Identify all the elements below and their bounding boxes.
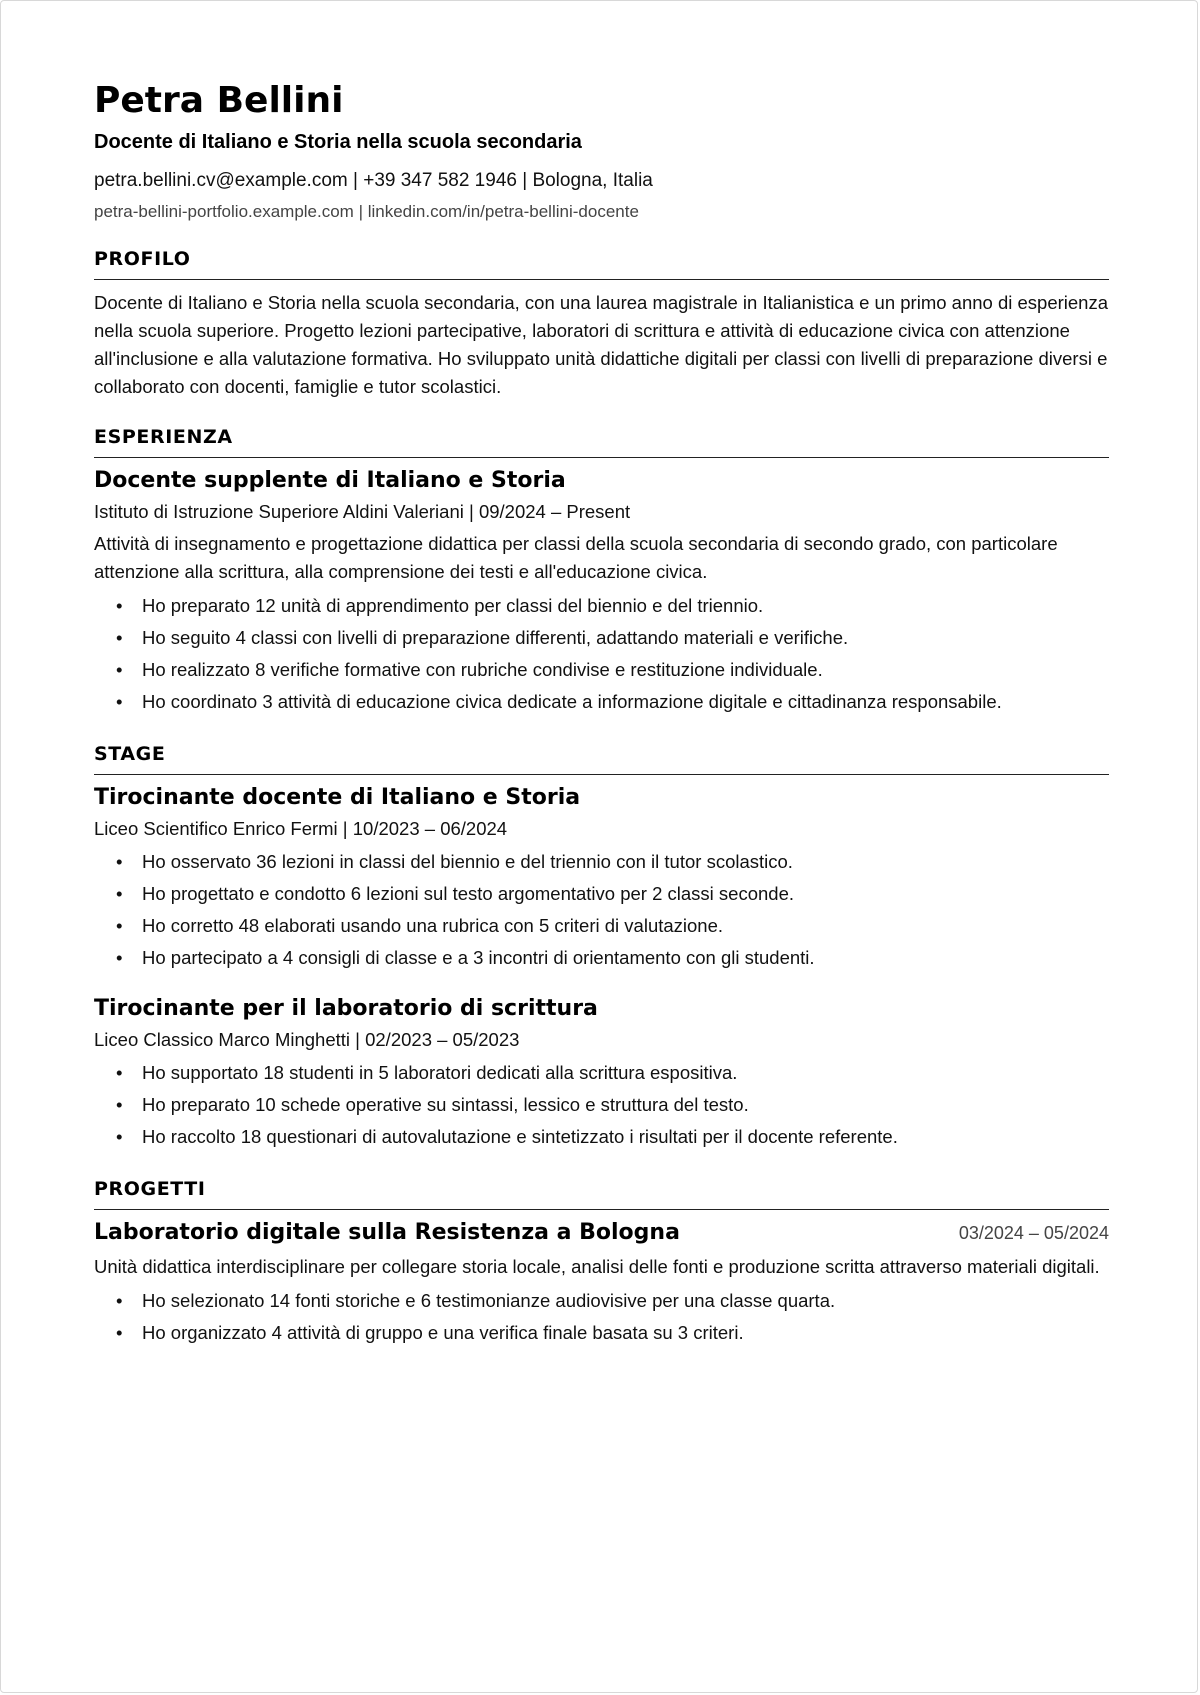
bullet-dot-icon: • <box>116 691 123 712</box>
job-description: Attività di insegnamento e progettazione didattica per classi della scuola secondaria di secondo grado, con particolare attenzione alla scrittura, alla comprensione dei testi e all'educazione civica. <box>94 533 1058 582</box>
bullet-dot-icon: • <box>116 595 123 616</box>
bullet-text: Ho raccolto 18 questionari di autovalutazione e sintetizzato i risultati per il docente referente. <box>142 1126 898 1147</box>
projects-section <box>94 1177 1109 1349</box>
experience-entry <box>94 466 1109 718</box>
bullet-dot-icon: • <box>116 883 123 904</box>
project-title: Laboratorio digitale sulla Resistenza a Bologna <box>94 1220 680 1245</box>
bullet-text: Ho preparato 10 schede operative su sintassi, lessico e struttura del testo. <box>142 1094 749 1115</box>
bullet-dot-icon: • <box>116 1094 123 1115</box>
project-entry <box>94 1210 1109 1349</box>
bullet-dot-icon: • <box>116 915 123 936</box>
stage-entry <box>94 994 1109 1153</box>
stage-section <box>94 742 1109 1153</box>
candidate-name: Petra Bellini <box>94 80 344 121</box>
bullet-text: Ho organizzato 4 attività di gruppo e una verifica finale basata su 3 criteri. <box>142 1322 744 1343</box>
job-meta: Liceo Scientifico Enrico Fermi | 10/2023 – 06/2024 <box>94 818 508 839</box>
job-bullets <box>94 590 1109 718</box>
bullet-item <box>94 1285 1109 1317</box>
stage-entry <box>94 783 1109 974</box>
bullet-dot-icon: • <box>116 1062 123 1083</box>
bullet-text: Ho corretto 48 elaborati usando una rubrica con 5 criteri di valutazione. <box>142 915 724 936</box>
bullet-text: Ho supportato 18 studenti in 5 laboratori dedicati alla scrittura espositiva. <box>142 1062 738 1083</box>
bullet-dot-icon: • <box>116 627 123 648</box>
job-meta: Liceo Classico Marco Minghetti | 02/2023 – 05/2023 <box>94 1029 520 1050</box>
bullet-text: Ho partecipato a 4 consigli di classe e a 3 incontri di orientamento con gli studenti. <box>142 947 815 968</box>
bullet-dot-icon: • <box>116 659 123 680</box>
profile-section <box>94 247 1109 401</box>
bullet-text: Ho selezionato 14 fonti storiche e 6 testimonianze audiovisive per una classe quarta. <box>142 1290 836 1311</box>
project-header <box>94 1210 1109 1248</box>
bullet-item <box>94 686 1109 718</box>
bullet-dot-icon: • <box>116 1126 123 1147</box>
project-bullets <box>94 1285 1109 1349</box>
resume-content <box>94 79 1109 1349</box>
bullet-dot-icon: • <box>116 1322 123 1343</box>
bullet-item <box>94 1121 1109 1153</box>
bullet-text: Ho seguito 4 classi con livelli di preparazione differenti, adattando materiali e verifiche. <box>142 627 849 648</box>
bullet-text: Ho progettato e condotto 6 lezioni sul testo argomentativo per 2 classi seconde. <box>142 883 794 904</box>
bullet-item <box>94 622 1109 654</box>
bullet-item <box>94 1089 1109 1121</box>
job-bullets <box>94 1057 1109 1153</box>
section-title-experience: ESPERIENZA <box>94 425 1109 458</box>
bullet-item <box>94 654 1109 686</box>
job-bullets <box>94 846 1109 974</box>
bullet-item <box>94 942 1109 974</box>
bullet-item <box>94 910 1109 942</box>
job-title: Tirocinante per il laboratorio di scrittura <box>94 996 598 1021</box>
section-title-profile: PROFILO <box>94 247 1109 280</box>
bullet-text: Ho realizzato 8 verifiche formative con rubriche condivise e restituzione individuale. <box>142 659 823 680</box>
bullet-item <box>94 878 1109 910</box>
bullet-dot-icon: • <box>116 851 123 872</box>
bullet-text: Ho osservato 36 lezioni in classi del biennio e del triennio con il tutor scolastico. <box>142 851 793 872</box>
links-line: petra-bellini-portfolio.example.com | linkedin.com/in/petra-bellini-docente <box>94 202 639 221</box>
bullet-item <box>94 1057 1109 1089</box>
contact-line: petra.bellini.cv@example.com | +39 347 582 1946 | Bologna, Italia <box>94 170 653 191</box>
section-title-projects: PROGETTI <box>94 1177 1109 1210</box>
bullet-item <box>94 1317 1109 1349</box>
experience-section <box>94 425 1109 718</box>
bullet-text: Ho preparato 12 unità di apprendimento per classi del biennio e del triennio. <box>142 595 764 616</box>
job-title: Tirocinante docente di Italiano e Storia <box>94 785 581 810</box>
job-meta: Istituto di Istruzione Superiore Aldini Valeriani | 09/2024 – Present <box>94 501 631 522</box>
project-description: Unità didattica interdisciplinare per collegare storia locale, analisi delle fonti e produzione scritta attraverso materiali digitali. <box>94 1256 1100 1277</box>
bullet-dot-icon: • <box>116 947 123 968</box>
project-date: 03/2024 – 05/2024 <box>958 1223 1109 1243</box>
job-title: Docente supplente di Italiano e Storia <box>94 468 566 493</box>
bullet-dot-icon: • <box>116 1290 123 1311</box>
candidate-headline: Docente di Italiano e Storia nella scuola secondaria <box>94 131 582 153</box>
profile-text: Docente di Italiano e Storia nella scuola secondaria, con una laurea magistrale in Italianistica e un primo anno di esperienza nella scuola superiore. Progetto lezioni partecipative, laboratori di scrittura e attività di educazione civica con attenzione all'inclusione e alla valutazione formativa. Ho sviluppato unità didattiche digitali per classi con livelli di preparazione diversi e collaborato con docenti, famiglie e tutor scolastici. <box>94 292 1108 397</box>
section-title-stage: STAGE <box>94 742 1109 775</box>
bullet-item <box>94 590 1109 622</box>
bullet-item <box>94 846 1109 878</box>
bullet-text: Ho coordinato 3 attività di educazione civica dedicate a informazione digitale e cittadinanza responsabile. <box>142 691 1002 712</box>
